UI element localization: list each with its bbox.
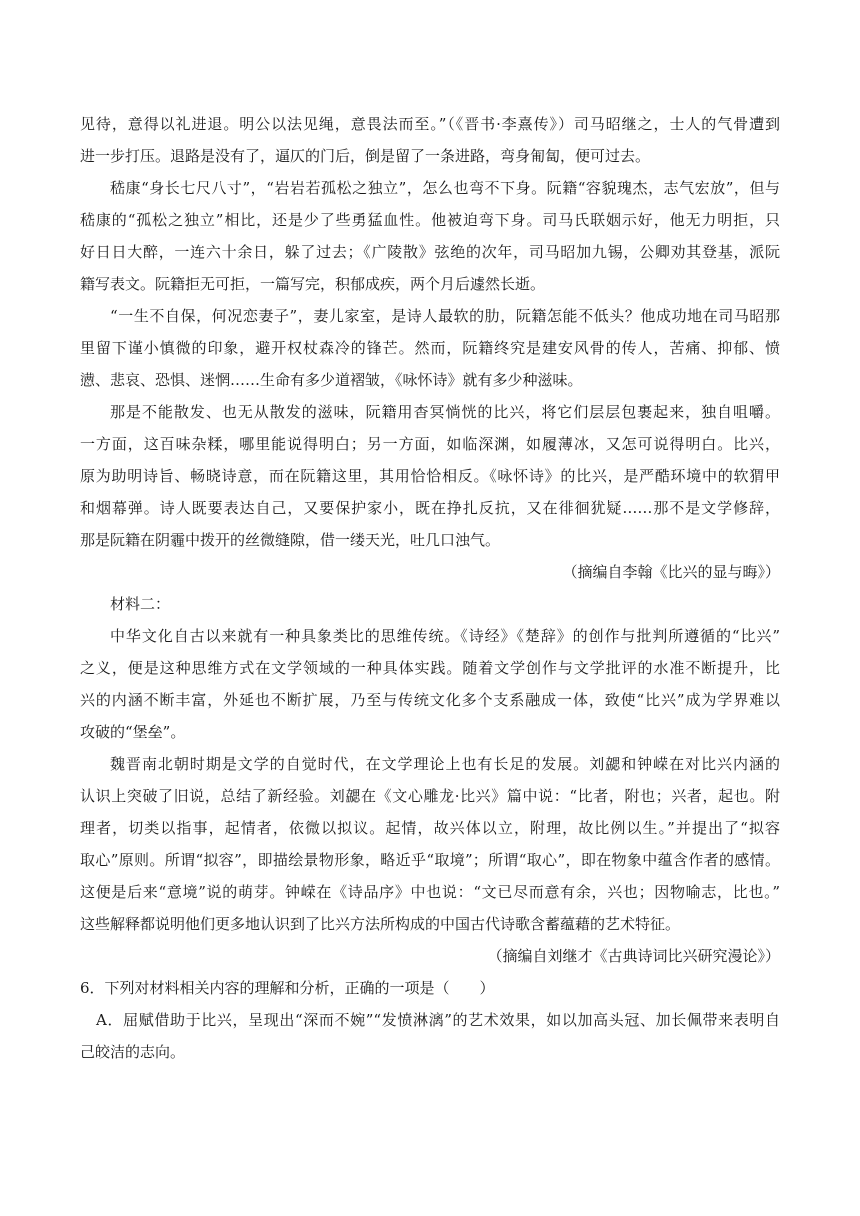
- paragraph: [80, 396, 780, 556]
- material-2-body: [80, 620, 780, 940]
- paragraph-line: 里留下谨小慎微的印象，避开权杖森冷的锋芒。然而，阮籍终究是建安风骨的传人，苦痛、抑郁、愤: [80, 339, 780, 357]
- paragraph-line: 进一步打压。退路是没有了，逼仄的门后，倒是留了一条进路，弯身匍匐，便可过去。: [80, 147, 651, 165]
- document-page: [80, 108, 780, 1068]
- option-a-line: 己皎洁的志向。: [80, 1043, 186, 1061]
- source-citation-1: （摘编自李翰《比兴的显与晦》）: [562, 563, 780, 581]
- paragraph: [80, 108, 780, 172]
- paragraph-line: 认识上突破了旧说，总结了新经验。刘勰在《文心雕龙·比兴》篇中说：“比者，附也；兴者，起也。附: [80, 787, 780, 805]
- material-2-label: 材料二：: [110, 595, 171, 613]
- paragraph-line: 那是阮籍在阴霾中拨开的丝微缝隙，借一缕天光，吐几口浊气。: [80, 531, 501, 549]
- paragraph: [80, 620, 780, 748]
- paragraph-line: 这些解释都说明他们更多地认识到了比兴方法所构成的中国古代诗歌含蓄蕴藉的艺术特征。: [80, 915, 681, 933]
- paragraph-line: 中华文化自古以来就有一种具象类比的思维传统。《诗经》《楚辞》的创作与批判所遵循的“比兴”: [110, 627, 780, 645]
- paragraph-line: 好日日大醉，一连六十余日，躲了过去；《广陵散》弦绝的次年，司马昭加九锡，公卿劝其登基，派阮: [80, 243, 780, 261]
- paragraph-line: 和烟幕弹。诗人既要表达自己，又要保护家小，既在挣扎反抗，又在徘徊犹疑……那不是文学修辞，: [80, 499, 780, 517]
- paragraph-line: 一方面，这百味杂糅，哪里能说得明白；另一方面，如临深渊，如履薄冰，又怎可说得明白。比兴，: [80, 435, 780, 453]
- paragraph-line: 魏晋南北朝时期是文学的自觉时代，在文学理论上也有长足的发展。刘勰和钟嵘在对比兴内涵的: [110, 755, 780, 773]
- source-citation-2: （摘编自刘继才《古典诗词比兴研究漫论》）: [487, 947, 780, 965]
- paragraph-line: 这便是后来“意境”说的萌芽。钟嵘在《诗品序》中也说：“文已尽而意有余，兴也；因物喻志，比也。”: [80, 883, 780, 901]
- paragraph-line: 之义，便是这种思维方式在文学领域的一种具体实践。随着文学创作与文学批评的水准不断提升，比: [80, 659, 780, 677]
- paragraph: [80, 300, 780, 396]
- question-option-a[interactable]: [80, 1004, 780, 1068]
- paragraph-line: 兴的内涵不断丰富，外延也不断扩展，乃至与传统文化多个支系融成一体，致使“比兴”成为学界难以: [80, 691, 780, 709]
- paragraph-line: 理者，切类以指事，起情者，依微以拟议。起情，故兴体以立，附理，故比例以生。”并提出了“拟容: [80, 819, 780, 837]
- paragraph-line: 攻破的“堡垒”。: [80, 723, 186, 741]
- paragraph-line: 原为助明诗旨、畅晓诗意，而在阮籍这里，其用恰恰相反。《咏怀诗》的比兴，是严酷环境中的软猬甲: [80, 467, 780, 485]
- paragraph-line: 籍写表文。阮籍拒无可拒，一篇写完，积郁成疾，两个月后遽然长逝。: [80, 275, 546, 293]
- paragraph-line: 见待，意得以礼进退。明公以法见绳，意畏法而至。”（《晋书·李熹传》）司马昭继之，士人的气骨遭到: [80, 115, 780, 133]
- option-a-line: A．屈赋借助于比兴，呈现出“深而不婉”“发愤淋漓”的艺术效果，如以加高头冠、加长佩带来表明自: [96, 1011, 780, 1029]
- paragraph: [80, 748, 780, 940]
- paragraph-line: “一生不自保，何况恋妻子”，妻儿家室，是诗人最软的肋，阮籍怎能不低头？他成功地在司马昭那: [110, 307, 780, 325]
- paragraph-line: 取心”原则。所谓“拟容”，即描绘景物形象，略近乎“取境”；所谓“取心”，即在物象中蕴含作者的感情。: [80, 851, 780, 869]
- paragraph-line: 嵇康的“孤松之独立”相比，还是少了些勇猛血性。他被迫弯下身。司马氏联姻示好，他无力明拒，只: [80, 211, 780, 229]
- material-1-body: [80, 108, 780, 556]
- question-stem: 6．下列对材料相关内容的理解和分析，正确的一项是（ ）: [80, 979, 495, 997]
- paragraph-line: 嵇康“身长七尺八寸”，“岩岩若孤松之独立”，怎么也弯不下身。阮籍“容貌瑰杰，志气宏放”，但与: [110, 179, 780, 197]
- paragraph-line: 那是不能散发、也无从散发的滋味，阮籍用杳冥惝恍的比兴，将它们层层包裹起来，独自咀嚼。: [110, 403, 780, 421]
- paragraph-line: 懑、悲哀、恐惧、迷惘……生命有多少道褶皱，《咏怀诗》就有多少种滋味。: [80, 371, 583, 389]
- paragraph: [80, 172, 780, 300]
